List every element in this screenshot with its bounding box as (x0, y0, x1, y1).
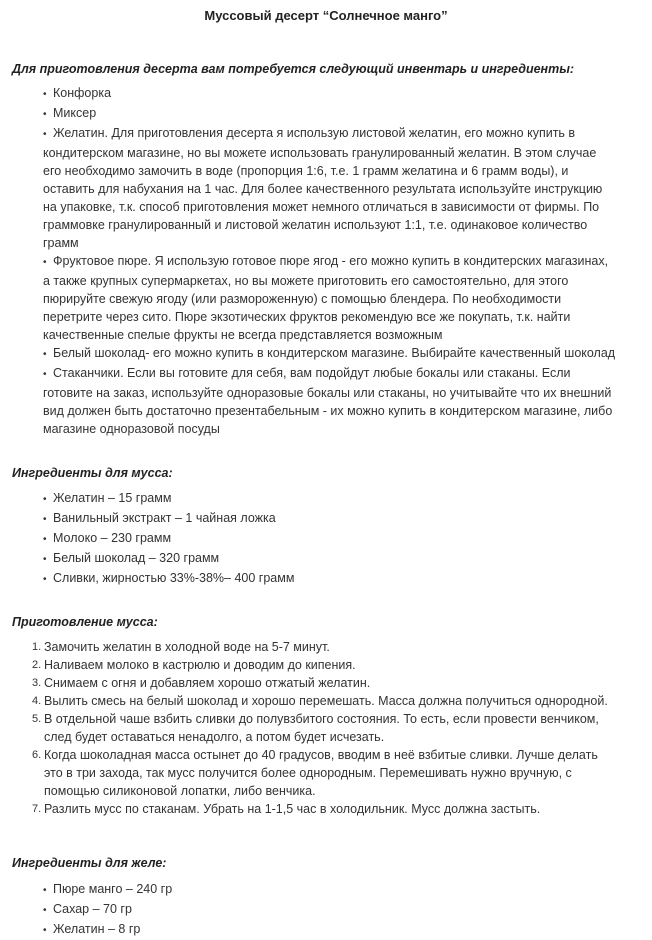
section-heading-jelly-ingredients: Ингредиенты для желе: (12, 856, 167, 870)
list-item: • Белый шоколад- его можно купить в кондитерском магазине. Выбирайте качественный шоколад (43, 344, 643, 364)
bullet-icon: • (43, 349, 47, 360)
bullet-icon: • (43, 574, 47, 585)
bullet-icon: • (43, 514, 47, 525)
list-item: 2. Наливаем молоко в кастрюлю и доводим до кипения. (32, 658, 356, 672)
bullet-icon: • (43, 534, 47, 545)
list-item: 4. Вылить смесь на белый шоколад и хорошо перемешать. Масса должна получиться однородной. (32, 694, 608, 708)
bullet-icon: • (43, 89, 47, 100)
bullet-icon: • (43, 494, 47, 505)
jelly-ingredients-list (43, 880, 643, 940)
list-item: 6. Когда шоколадная масса остынет до 40 градусов, вводим в неё взбитые сливки. Лучше делать это в три захода, так мусс получится более однородным. Перемешивать нужно вручную, с помощью силиконовой лопатки, либо венчика. (32, 748, 598, 798)
bullet-icon: • (43, 257, 47, 268)
list-item: • Желатин. Для приготовления десерта я использую листовой желатин, его можно купить в кондитерском магазине, но вы можете использовать гранулированный желатин. В этом случае его необходимо замочить в воде (пропорция 1:6, т.е. 1 грамм желатина и 6 грамм воды), и оставить для набухания на 1 час. Для более качественного результата используйте инструкцию на упаковке, т.к. способ приготовления может немного отличаться в зависимости от фирмы. По граммовке гранулированный и листовой желатин используют 1:1, т.е. одинаковое количество грамм (43, 126, 603, 250)
list-item: 7. Разлить мусс по стаканам. Убрать на 1-1,5 час в холодильник. Мусс должна застыть. (32, 802, 541, 816)
section-heading-mousse-ingredients: Ингредиенты для мусса: (12, 466, 173, 480)
section-heading-inventory: Для приготовления десерта вам потребуется следующий инвентарь и ингредиенты: (12, 62, 575, 76)
bullet-icon: • (43, 129, 47, 140)
bullet-icon: • (43, 905, 47, 916)
list-item: • Стаканчики. Если вы готовите для себя, вам подойдут любые бокалы или стаканы. Если готовите на заказ, используйте одноразовые бокалы или стаканы, но учитывайте что их внешний вид должен быть достаточно презентабельным - их можно купить в кондитерском магазине, либо магазине одноразовой посуды (43, 366, 613, 436)
bullet-icon: • (43, 925, 47, 936)
list-item: • Фруктовое пюре. Я использую готовое пюре ягод - его можно купить в кондитерских магазинах, а также крупных супермаркетах, но вы можете приготовить его самостоятельно, для этого пюрируйте свежую ягоду (или размороженную) с помощью блендера. По необходимости перетрите через сито. Пюре экзотических фруктов рекомендую все же покупать, т.к. найти качественные спелые фрукты не всегда представляется возможным (43, 254, 609, 342)
list-item: • Ванильный экстракт – 1 чайная ложка (43, 509, 643, 529)
list-item: • Молоко – 230 грамм (43, 529, 643, 549)
bullet-icon: • (43, 369, 47, 380)
bullet-icon: • (43, 554, 47, 565)
mousse-ingredients-list (43, 489, 643, 589)
list-item: • Пюре манго – 240 гр (43, 880, 643, 900)
list-item: 5. В отдельной чаше взбить сливки до полувзбитого состояния. То есть, если провести венчиком, след будет оставаться ненадолго, а потом будет исчезать. (32, 712, 599, 744)
bullet-icon: • (43, 109, 47, 120)
mousse-steps-list (32, 638, 644, 818)
bullet-icon: • (43, 885, 47, 896)
list-item: 1. Замочить желатин в холодной воде на 5-7 минут. (32, 640, 330, 654)
page-title: Муссовый десерт “Солнечное манго” (204, 8, 448, 23)
inventory-list (43, 84, 643, 438)
list-item: 3. Снимаем с огня и добавляем хорошо отжатый желатин. (32, 676, 371, 690)
list-item: • Миксер (43, 104, 643, 124)
list-item: • Конфорка (43, 84, 643, 104)
list-item: • Желатин – 15 грамм (43, 489, 643, 509)
list-item: • Белый шоколад – 320 грамм (43, 549, 643, 569)
list-item: • Желатин – 8 гр (43, 920, 643, 940)
section-heading-mousse-preparation: Приготовление мусса: (12, 615, 158, 629)
list-item: • Сахар – 70 гр (43, 900, 643, 920)
list-item: • Сливки, жирностью 33%-38%– 400 грамм (43, 569, 643, 589)
